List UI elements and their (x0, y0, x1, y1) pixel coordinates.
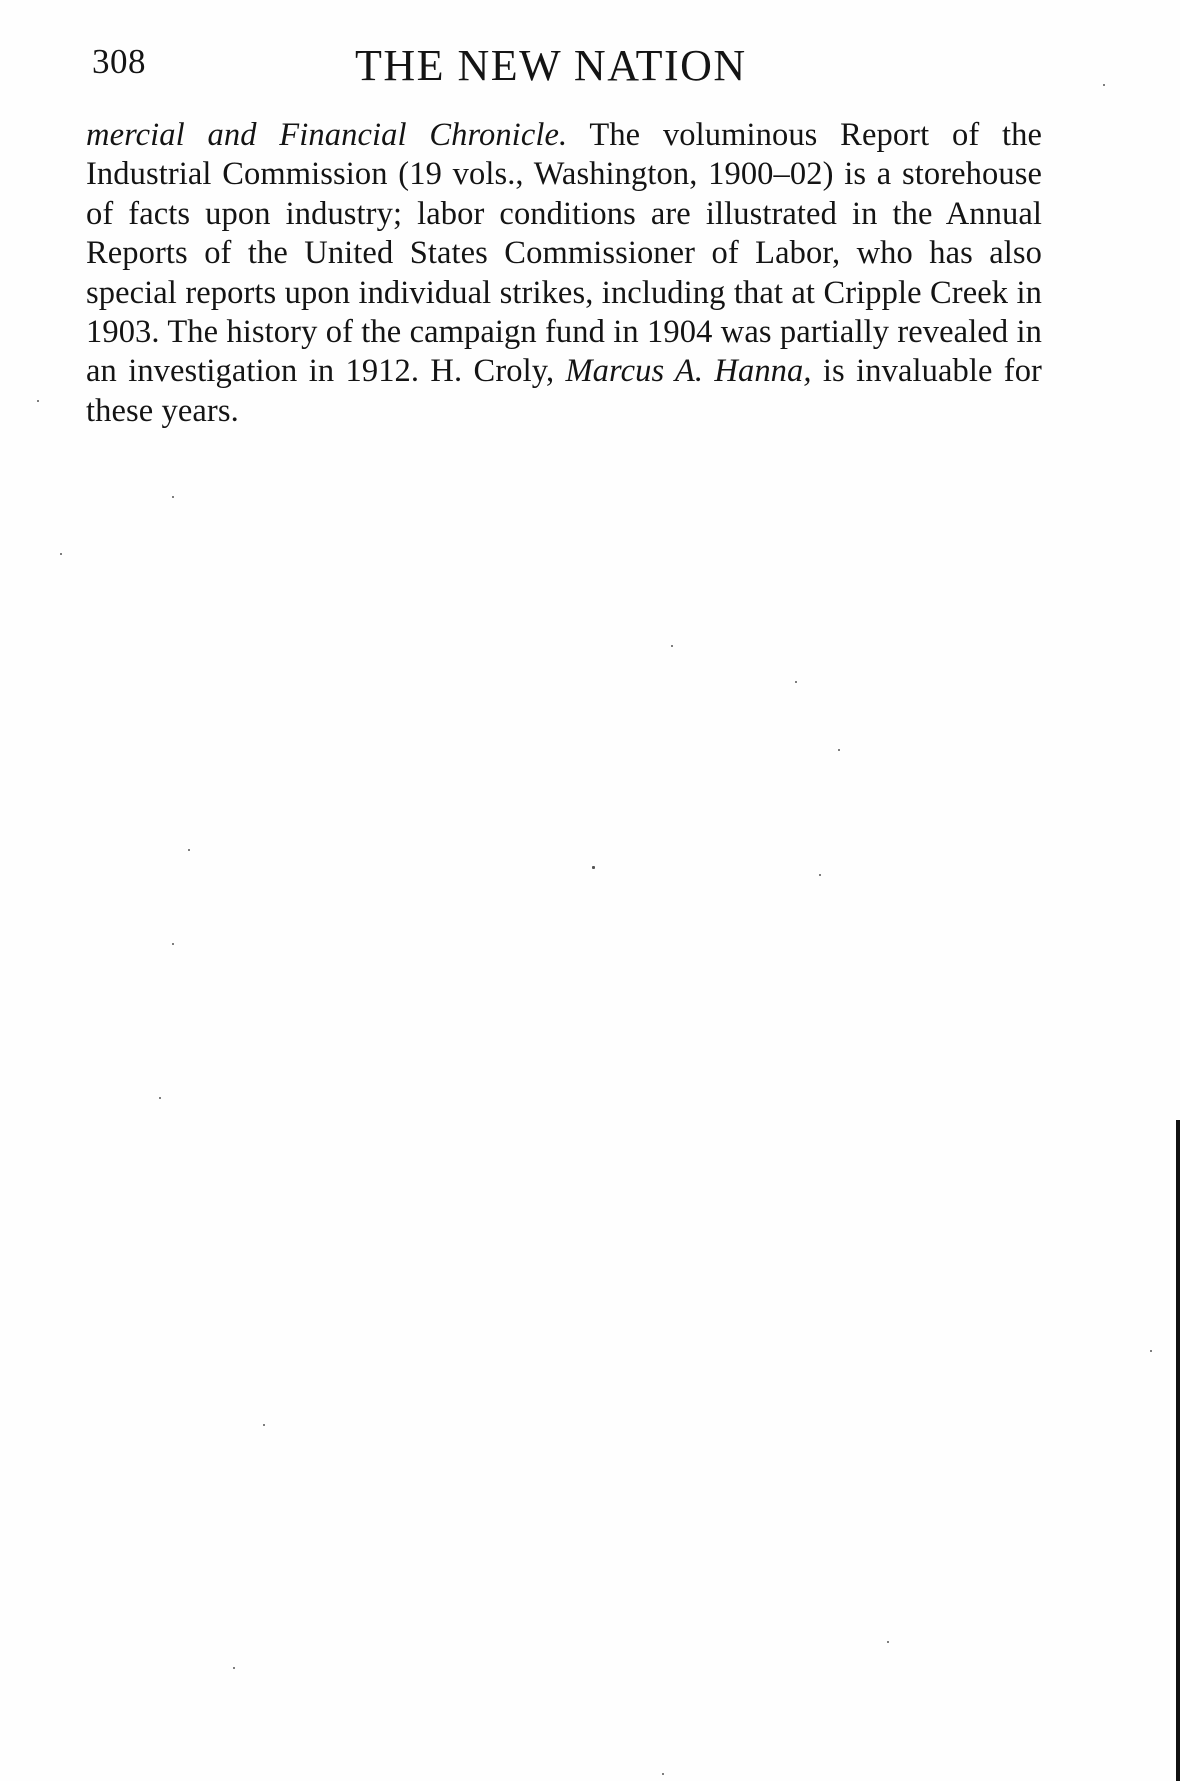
scan-speck (172, 943, 174, 945)
scan-speck (795, 681, 797, 683)
page-edge-shadow (1176, 1120, 1180, 1781)
scan-speck (592, 866, 595, 869)
page-number: 308 (92, 42, 146, 81)
scan-speck (188, 849, 190, 851)
scan-speck (159, 1097, 161, 1099)
running-head: THE NEW NATION (355, 41, 747, 90)
scan-speck (233, 1667, 235, 1669)
italic-title-hanna: Marcus A. Hanna, (565, 353, 812, 390)
italic-title-chronicle: mercial and Financial Chronicle. (86, 117, 568, 153)
scan-speck (263, 1424, 265, 1426)
body-text-end: is invaluable for these years. (86, 353, 1042, 429)
scan-speck (37, 400, 39, 402)
body-paragraph (86, 116, 1042, 431)
scan-speck (172, 496, 174, 498)
scan-speck (60, 553, 62, 555)
scan-speck (838, 749, 840, 751)
scan-speck (819, 874, 821, 876)
scan-speck (1150, 1350, 1152, 1352)
body-text-main: The voluminous Report of the Industrial Commission (19 vols., Washington, 1900–02) is a storehouse of facts upon industry; labor conditions are illustrated in the Annual Reports of the United States Commissioner of Labor, who has also special reports upon individual strikes, including that at Cripple Creek in 1903. The history of the campaign fund in 1904 was partially revealed in an investigation in 1912. H. Croly, (86, 117, 1042, 390)
page-header (90, 38, 1040, 98)
scan-speck (662, 1773, 664, 1775)
scan-speck (887, 1641, 889, 1643)
scan-speck (1103, 84, 1105, 86)
scan-speck (671, 645, 673, 647)
